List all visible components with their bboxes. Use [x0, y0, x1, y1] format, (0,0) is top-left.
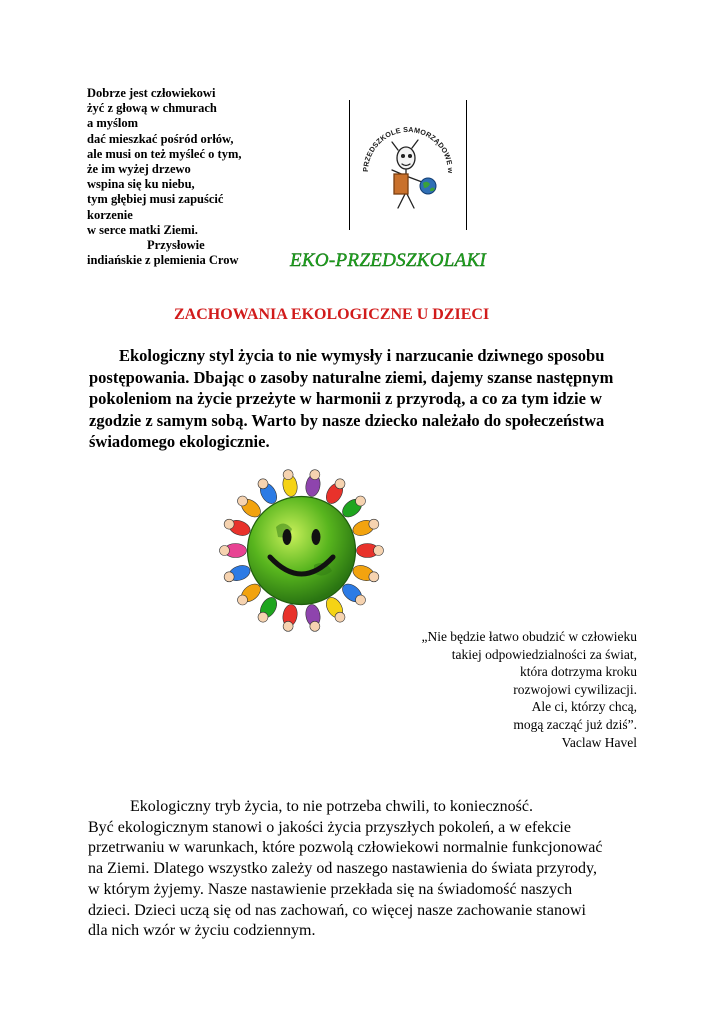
preschool-logo [349, 100, 467, 230]
proverb-line: ale musi on też myśleć o tym, [87, 146, 242, 161]
child-head [283, 470, 293, 480]
quote-line: rozwojowi cywilizacji. [513, 681, 637, 697]
right-eye [312, 529, 321, 545]
proverb-line: żyć z głową w chmurach [87, 101, 217, 116]
quote-line: mogą zacząć już dziś”. [513, 716, 637, 732]
child-head [310, 470, 320, 480]
earth-illustration [218, 467, 385, 634]
paragraph-line: Ekologiczny tryb życia, to nie potrzeba chwili, to konieczność. [130, 798, 533, 815]
child-head [238, 595, 248, 605]
paragraph-line: Być ekologicznym stanowi o jakości życia przyszłych pokoleń, a w efekcie [88, 818, 571, 836]
havel-quote [390, 628, 637, 751]
quote-line: która dotrzyma kroku [520, 664, 637, 680]
earth-globe [248, 497, 356, 605]
child-head [310, 621, 320, 631]
intro-paragraph: Ekologiczny styl życia to nie wymysły i narzucanie dziwnego sposobu postępowania. Dbając o zasoby naturalne ziemi, dajemy szanse następnym pokoleniom na życie przeżyte w harmonii z przyrodą, a co za tym idzie w zgodzie z samym sobą. Warto by nasze dziecko należało do społeczeństwa świadomego ekologicznie. [89, 346, 614, 451]
child-head [369, 519, 379, 529]
closing-paragraph [88, 797, 668, 942]
proverb-line: korzenie [87, 207, 133, 222]
child-head [283, 621, 293, 631]
proverb-source: Przysłowie [147, 238, 205, 253]
quote-author: Vaclaw Havel [561, 734, 637, 750]
proverb-line: dać mieszkać pośród orłów, [87, 131, 234, 146]
proverb-line: że im wyżej drzewo [87, 162, 191, 177]
proverb-block [87, 86, 287, 268]
proverb-source-origin: indiańskie z plemienia Crow [87, 253, 239, 268]
proverb-line: a myślom [87, 116, 139, 131]
left-eye [283, 529, 292, 545]
brand-title: EKO-PRZEDSZKOLAKI [290, 250, 487, 271]
goat-with-globe-icon [350, 100, 466, 230]
paragraph-line: dzieci. Dzieci uczą się od nas zachowań, co więcej nasze zachowanie stanowi [88, 901, 586, 919]
child-head [258, 479, 268, 489]
paragraph-line: na Ziemi. Dlatego wszystko zależy od naszego nastawienia do świata przyrody, [88, 860, 598, 878]
paragraph-line: w którym żyjemy. Nasze nastawienie przekłada się na świadomość naszych [88, 880, 573, 898]
page-title: ZACHOWANIA EKOLOGICZNE U DZIECI [174, 306, 490, 323]
child-head [355, 496, 365, 506]
child-head [374, 546, 384, 556]
child-head [369, 572, 379, 582]
child-head [224, 519, 234, 529]
proverb-line: tym głębiej musi zapuścić [87, 192, 224, 207]
child-head [355, 595, 365, 605]
child-head [238, 496, 248, 506]
proverb-line: Dobrze jest człowiekowi [87, 86, 216, 100]
logo-circle-text: PRZEDSZKOLE SAMORZĄDOWE w [360, 124, 456, 174]
quote-line: Ale ci, którzy chcą, [531, 699, 637, 715]
small-globe-icon [420, 178, 436, 194]
quote-line: „Nie będzie łatwo obudzić w człowieku [421, 629, 637, 644]
child-head [335, 612, 345, 622]
smiling-earth-with-children-icon [218, 467, 385, 634]
proverb-line: wspina się ku niebu, [87, 177, 195, 192]
child-head [258, 612, 268, 622]
paragraph-line: przetrwaniu w warunkach, które pozwolą człowiekowi normalnie funkcjonować [88, 839, 603, 857]
quote-line: takiej odpowiedzialności za świat, [451, 646, 637, 662]
child-head [335, 479, 345, 489]
goat-figure [392, 140, 422, 208]
paragraph-line: dla nich wzór w życiu codziennym. [88, 922, 316, 940]
child-head [220, 546, 230, 556]
proverb-line: w serce matki Ziemi. [87, 222, 198, 237]
child-head [224, 572, 234, 582]
